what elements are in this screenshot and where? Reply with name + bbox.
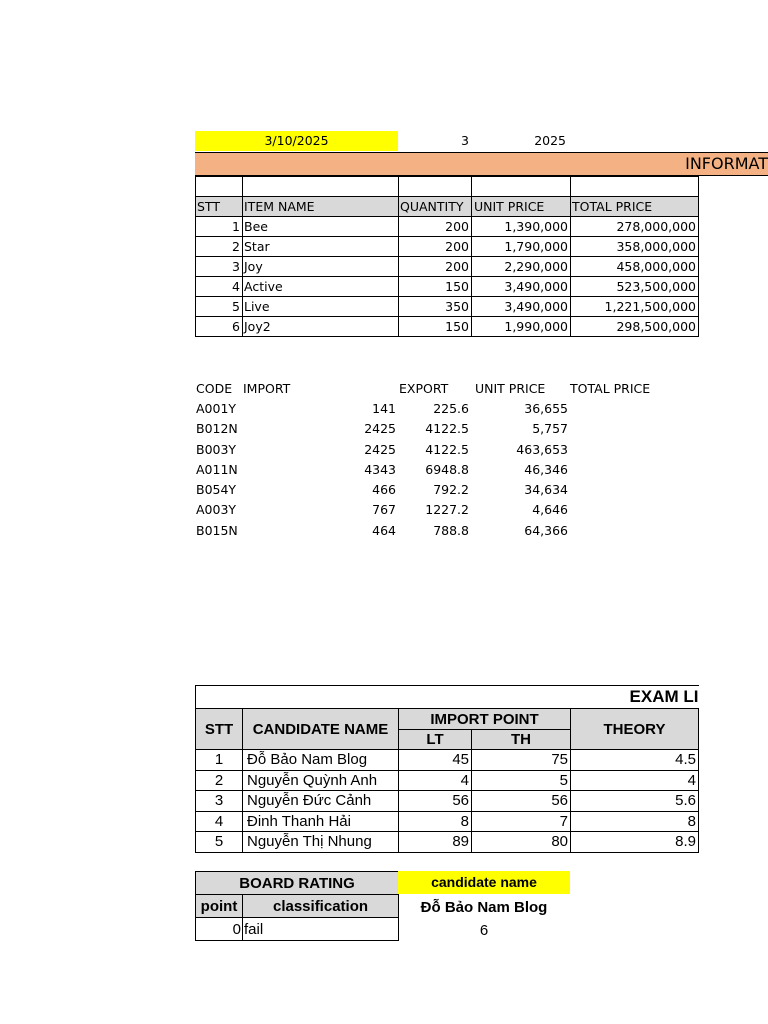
th-cell[interactable]: 80: [472, 832, 571, 853]
list-item: [195, 440, 698, 460]
table-row: [196, 832, 699, 853]
exam-stt-cell[interactable]: 5: [196, 832, 243, 853]
candidate-name-value[interactable]: Đỗ Bảo Nam Blog: [420, 899, 548, 916]
import-cell[interactable]: 4343: [364, 461, 396, 477]
table-row: [196, 317, 699, 337]
import-cell[interactable]: 2425: [364, 441, 396, 457]
th-cell[interactable]: 7: [472, 811, 571, 832]
theory-cell[interactable]: 8: [571, 811, 699, 832]
code-cell[interactable]: B012N: [196, 421, 238, 437]
stt-cell[interactable]: 4: [196, 277, 243, 297]
unit-price-cell[interactable]: 46,346: [524, 461, 568, 477]
header-total-price[interactable]: TOTAL PRICE: [571, 197, 699, 217]
export-cell[interactable]: 225.6: [433, 401, 469, 416]
total-price-cell[interactable]: 523,500,000: [571, 277, 699, 297]
lt-cell[interactable]: 8: [399, 811, 472, 832]
lt-cell[interactable]: 89: [399, 832, 472, 853]
table-row: [196, 791, 699, 812]
exam-title-row: [196, 686, 699, 709]
date-cell[interactable]: 3/10/2025: [195, 131, 398, 151]
board-rating-table: [195, 871, 399, 941]
theory-cell[interactable]: 4.5: [571, 750, 699, 771]
code-header-export[interactable]: EXPORT: [399, 381, 449, 396]
export-cell[interactable]: 788.8: [433, 522, 469, 538]
board-rating-header-classification[interactable]: classification: [243, 895, 399, 918]
unit-price-cell[interactable]: 1,990,000: [472, 317, 571, 337]
unit-price-cell[interactable]: 463,653: [516, 441, 568, 457]
code-header-row: [195, 379, 698, 399]
table-row: [196, 770, 699, 791]
item-name-cell[interactable]: Joy2: [243, 317, 399, 337]
table-row: [196, 918, 399, 941]
total-price-cell[interactable]: 358,000,000: [571, 237, 699, 257]
candidate-name-cell[interactable]: Nguyễn Thị Nhung: [243, 832, 399, 853]
header-item-name[interactable]: ITEM NAME: [243, 197, 399, 217]
unit-price-cell[interactable]: 4,646: [532, 502, 568, 518]
unit-price-cell[interactable]: 3,490,000: [472, 297, 571, 317]
items-header-row: [196, 197, 699, 217]
list-item: [195, 480, 698, 500]
table-row: [196, 237, 699, 257]
exam-header-theory[interactable]: THEORY: [571, 709, 699, 750]
item-name-cell[interactable]: Joy: [243, 257, 399, 277]
exam-title[interactable]: EXAM LI: [196, 686, 699, 709]
candidate-score-value[interactable]: 6: [479, 922, 489, 939]
code-header-unit-price[interactable]: UNIT PRICE: [475, 381, 546, 396]
info-title-band: [195, 152, 768, 176]
items-blank-row: [196, 177, 699, 197]
table-row: [196, 257, 699, 277]
table-row: [196, 297, 699, 317]
code-cell[interactable]: A011N: [196, 461, 238, 477]
exam-header-candidate-name[interactable]: CANDIDATE NAME: [243, 709, 399, 750]
unit-price-cell[interactable]: 5,757: [532, 421, 568, 437]
quantity-cell[interactable]: 150: [399, 317, 472, 337]
candidate-name-cell[interactable]: Đỗ Bảo Nam Blog: [243, 750, 399, 771]
quantity-cell[interactable]: 200: [399, 237, 472, 257]
export-cell[interactable]: 4122.5: [425, 441, 469, 457]
lt-cell[interactable]: 56: [399, 791, 472, 812]
table-row: [196, 277, 699, 297]
exam-stt-cell[interactable]: 2: [196, 770, 243, 791]
rating-classification-cell[interactable]: fail: [243, 918, 399, 941]
board-rating-header-point[interactable]: point: [196, 895, 243, 918]
theory-cell[interactable]: 4: [571, 770, 699, 791]
exam-stt-cell[interactable]: 4: [196, 811, 243, 832]
import-cell[interactable]: 466: [372, 482, 396, 498]
stt-cell[interactable]: 3: [196, 257, 243, 277]
exam-stt-cell[interactable]: 3: [196, 791, 243, 812]
export-cell[interactable]: 6948.8: [425, 461, 469, 477]
table-row: [196, 750, 699, 771]
table-row: [196, 217, 699, 237]
list-item: [195, 521, 698, 541]
export-cell[interactable]: 4122.5: [425, 421, 469, 437]
code-header-code[interactable]: CODE: [196, 381, 233, 396]
quantity-cell[interactable]: 150: [399, 277, 472, 297]
total-price-cell[interactable]: 278,000,000: [571, 217, 699, 237]
code-header-import[interactable]: IMPORT: [243, 381, 291, 396]
exam-header-import-point[interactable]: IMPORT POINT: [399, 709, 571, 730]
import-cell[interactable]: 464: [372, 522, 396, 538]
unit-price-cell[interactable]: 36,655: [524, 401, 568, 416]
export-cell[interactable]: 792.2: [433, 482, 469, 498]
code-cell[interactable]: B015N: [196, 522, 238, 538]
exam-stt-cell[interactable]: 1: [196, 750, 243, 771]
stt-cell[interactable]: 5: [196, 297, 243, 317]
item-name-cell[interactable]: Bee: [243, 217, 399, 237]
header-unit-price[interactable]: UNIT PRICE: [472, 197, 571, 217]
theory-cell[interactable]: 8.9: [571, 832, 699, 853]
item-name-cell[interactable]: Live: [243, 297, 399, 317]
unit-price-cell[interactable]: 34,634: [524, 482, 568, 498]
import-cell[interactable]: 767: [372, 502, 396, 518]
code-cell[interactable]: A003Y: [196, 502, 237, 518]
code-cell[interactable]: A001Y: [196, 401, 237, 416]
unit-price-cell[interactable]: 3,490,000: [472, 277, 571, 297]
code-cell[interactable]: B003Y: [196, 441, 237, 457]
rating-point-cell[interactable]: 0: [196, 918, 243, 941]
header-stt[interactable]: STT: [196, 197, 243, 217]
unit-price-cell[interactable]: 64,366: [524, 522, 568, 538]
quantity-cell[interactable]: 200: [399, 257, 472, 277]
total-price-cell[interactable]: 458,000,000: [571, 257, 699, 277]
code-table: [195, 379, 698, 541]
th-cell[interactable]: 56: [472, 791, 571, 812]
list-item: [195, 460, 698, 480]
import-cell[interactable]: 141: [372, 401, 396, 416]
board-rating-header-row: [196, 895, 399, 918]
code-cell[interactable]: B054Y: [196, 482, 237, 498]
unit-price-cell[interactable]: 2,290,000: [472, 257, 571, 277]
exam-header-lt[interactable]: LT: [399, 730, 472, 750]
candidate-name-label[interactable]: candidate name: [398, 871, 570, 894]
total-price-cell[interactable]: 1,221,500,000: [571, 297, 699, 317]
export-cell[interactable]: 1227.2: [425, 502, 469, 518]
board-rating-title[interactable]: BOARD RATING: [196, 872, 399, 895]
candidate-name-cell[interactable]: Đinh Thanh Hải: [243, 811, 399, 832]
th-cell[interactable]: 75: [472, 750, 571, 771]
candidate-name-cell[interactable]: Nguyễn Quỳnh Anh: [243, 770, 399, 791]
code-header-total-price[interactable]: TOTAL PRICE: [570, 381, 651, 396]
item-name-cell[interactable]: Active: [243, 277, 399, 297]
item-name-cell[interactable]: Star: [243, 237, 399, 257]
quantity-cell[interactable]: 350: [399, 297, 472, 317]
month-cell[interactable]: 3: [461, 133, 469, 148]
total-price-cell[interactable]: 298,500,000: [571, 317, 699, 337]
stt-cell[interactable]: 2: [196, 237, 243, 257]
year-cell[interactable]: 2025: [534, 133, 566, 148]
quantity-cell[interactable]: 200: [399, 217, 472, 237]
candidate-name-cell[interactable]: Nguyễn Đức Cảnh: [243, 791, 399, 812]
stt-cell[interactable]: 1: [196, 217, 243, 237]
th-cell[interactable]: 5: [472, 770, 571, 791]
header-quantity[interactable]: QUANTITY: [399, 197, 472, 217]
table-row: [196, 811, 699, 832]
stt-cell[interactable]: 6: [196, 317, 243, 337]
lt-cell[interactable]: 4: [399, 770, 472, 791]
unit-price-cell[interactable]: 1,790,000: [472, 237, 571, 257]
import-cell[interactable]: 2425: [364, 421, 396, 437]
list-item: [195, 500, 698, 520]
list-item: [195, 399, 698, 419]
exam-header-row-1: [196, 709, 699, 730]
exam-header-stt[interactable]: STT: [196, 709, 243, 750]
board-rating-title-row: [196, 872, 399, 895]
list-item: [195, 419, 698, 439]
exam-header-th[interactable]: TH: [472, 730, 571, 750]
lt-cell[interactable]: 45: [399, 750, 472, 771]
theory-cell[interactable]: 5.6: [571, 791, 699, 812]
info-title: INFORMAT: [685, 154, 768, 173]
unit-price-cell[interactable]: 1,390,000: [472, 217, 571, 237]
items-table: [195, 176, 699, 337]
exam-table: [195, 685, 699, 853]
